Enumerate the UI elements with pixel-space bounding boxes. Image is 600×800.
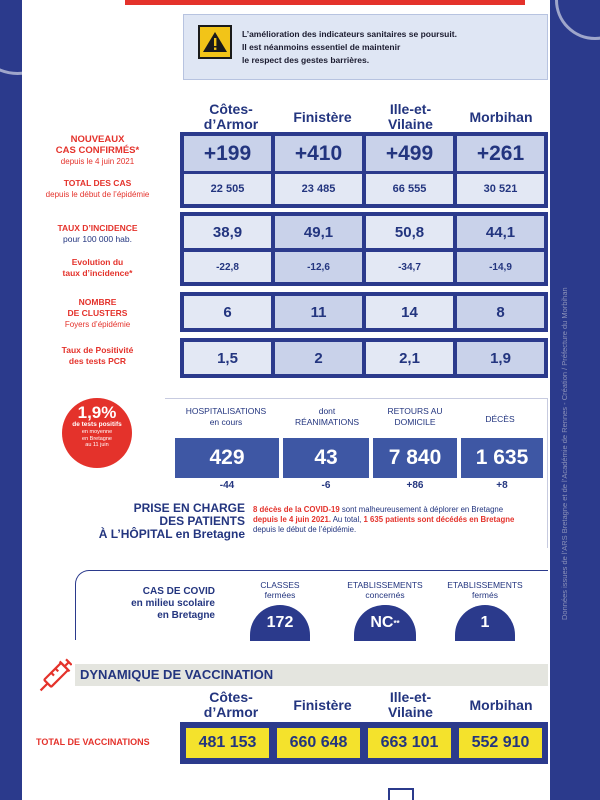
hosp-diff: +86 [406, 480, 424, 491]
label-positivite [15, 345, 180, 367]
label-line: DE CLUSTERS [67, 308, 128, 318]
cell-nouveaux: +499 [366, 136, 453, 171]
label-clusters [15, 297, 180, 330]
school-title-line: en Bretagne [157, 610, 215, 621]
school-title-line: en milieu scolaire [131, 598, 215, 609]
alert-line: le respect des gestes barrières. [242, 55, 370, 65]
alert-text [242, 28, 542, 67]
header-line: Côtes- [209, 689, 253, 705]
hosp-diff: +8 [496, 480, 508, 491]
cell-evolution: -14,9 [457, 252, 544, 282]
hosp-value-hospitalisations: 429 [175, 438, 279, 478]
alert-line: L’amélioration des indicateurs sanitaires se poursuit. [242, 29, 457, 39]
label-line: Evolution du [71, 257, 124, 267]
cell-evolution: -34,7 [366, 252, 453, 282]
school-header-fermes [435, 580, 535, 600]
cell-positivite: 1,5 [184, 342, 271, 374]
header-line: Ille-et- [389, 689, 432, 705]
header-ille-et-vilaine [368, 102, 453, 132]
school-value-sup: ** [393, 618, 400, 628]
syringe-icon [36, 654, 72, 700]
vacc-header-ille-et-vilaine [368, 690, 453, 720]
cell-evolution: -22,8 [184, 252, 271, 282]
hospital-title-line: PRISE EN CHARGE [133, 501, 245, 515]
positivity-line: au 11 juin [85, 442, 109, 448]
note-part: 8 décès de la COVID-19 [253, 505, 340, 514]
school-header-line: fermés [472, 590, 498, 600]
hosp-header-line: HOSPITALISATIONS [185, 406, 267, 416]
header-finistere [280, 110, 365, 125]
header-line: Finistère [293, 109, 352, 125]
label-sub: depuis le début de l’épidémie [45, 190, 150, 199]
hosp-header-line: dont [318, 406, 336, 416]
hosp-header-retours [372, 406, 458, 428]
cell-nouveaux: +261 [457, 136, 544, 171]
hosp-header-line: RÉANIMATIONS [294, 417, 360, 427]
header-line: d’Armor [203, 704, 259, 720]
hosp-header-line: DOMICILE [394, 417, 436, 427]
hospital-note [253, 505, 543, 535]
vacc-cell: 660 648 [275, 726, 362, 760]
school-title-line: CAS DE COVID [142, 586, 215, 597]
hosp-header-line: DÉCÈS [485, 414, 515, 424]
label-sub: Foyers d’épidémie [64, 320, 131, 329]
label-nouveaux-cas [15, 134, 180, 167]
school-header-line: ETABLISSEMENTS [447, 580, 523, 590]
school-value: 1 [480, 614, 490, 631]
hosp-diff: -44 [219, 480, 235, 491]
warning-icon [198, 25, 232, 59]
hosp-header-hospitalisations [172, 406, 280, 428]
positivity-pct: 1,9% [77, 403, 117, 422]
label-line: NOUVEAUX [70, 134, 125, 145]
school-header-line: concernés [365, 590, 405, 600]
cell-clusters: 8 [457, 296, 544, 328]
label-line: des tests PCR [68, 356, 127, 366]
vacc-cell: 663 101 [366, 726, 453, 760]
vacc-cell: 481 153 [184, 726, 271, 760]
vacc-header-cotes-darmor [185, 690, 277, 720]
header-line: Vilaine [388, 704, 433, 720]
label-line: TAUX D’INCIDENCE [57, 223, 138, 233]
cell-total: 23 485 [275, 174, 362, 204]
positivity-line: en moyenne [81, 429, 113, 435]
cell-nouveaux: +199 [184, 136, 271, 171]
note-part: depuis le 4 juin 2021. [253, 515, 331, 524]
vacc-header-morbihan [456, 698, 546, 713]
note-part: Au total, [331, 515, 364, 524]
hospital-title-line: DES PATIENTS [159, 514, 245, 528]
header-morbihan [456, 110, 546, 125]
alert-box [183, 14, 548, 80]
cell-incidence: 44,1 [457, 216, 544, 248]
label-sub: depuis le 4 juin 2021 [60, 157, 135, 166]
cell-total: 66 555 [366, 174, 453, 204]
cell-clusters: 14 [366, 296, 453, 328]
label-line: NOMBRE [78, 297, 117, 307]
positivity-line: en Bretagne [82, 435, 112, 442]
hospital-title [80, 502, 245, 541]
cell-incidence: 38,9 [184, 216, 271, 248]
label-sub: pour 100 000 hab. [62, 234, 132, 244]
alert-line: Il est néanmoins essentiel de maintenir [242, 42, 401, 52]
positivity-line: de tests positifs [72, 421, 122, 428]
hosp-value-reanimations: 43 [283, 438, 369, 478]
cell-total: 22 505 [184, 174, 271, 204]
hosp-header-line: en cours [209, 417, 243, 427]
header-cotes-darmor [185, 102, 277, 132]
vacc-cell: 552 910 [457, 726, 544, 760]
school-header-concernes [335, 580, 435, 600]
header-line: Côtes- [209, 101, 253, 117]
hosp-header-line: RETOURS AU [387, 406, 443, 416]
cell-total: 30 521 [457, 174, 544, 204]
positivity-badge [62, 398, 132, 468]
hosp-value-deces: 1 635 [461, 438, 543, 478]
cell-positivite: 2 [275, 342, 362, 374]
school-header-classes [240, 580, 320, 600]
note-part: depuis le début de l’épidémie. [253, 525, 357, 534]
cell-incidence: 50,8 [366, 216, 453, 248]
cell-clusters: 6 [184, 296, 271, 328]
note-part: 1 635 patients sont décédés en Bretagne [363, 515, 515, 524]
label-evolution [15, 257, 180, 279]
school-header-line: CLASSES [260, 580, 300, 590]
cell-positivite: 1,9 [457, 342, 544, 374]
school-header-line: ETABLISSEMENTS [347, 580, 423, 590]
school-title [95, 586, 215, 622]
label-line: Taux de Positivité [61, 345, 134, 355]
cell-evolution: -12,6 [275, 252, 362, 282]
school-header-line: fermées [264, 590, 296, 600]
hosp-header-reanimations [282, 406, 372, 428]
school-value: NC [370, 614, 394, 631]
label-line: taux d’incidence* [62, 268, 133, 278]
hospital-title-line: À L’HÔPITAL en Bretagne [98, 527, 245, 541]
note-part: sont malheureusement à déplorer en Bretagne [339, 505, 504, 514]
top-red-bar [125, 0, 525, 5]
source-credit: Données issues de l’ARS Bretagne et de l’Académie de Rennes - Création / Préfecture du Morbihan [560, 287, 569, 620]
header-line: Morbihan [469, 697, 533, 713]
cell-incidence: 49,1 [275, 216, 362, 248]
label-line: CAS CONFIRMÉS* [55, 145, 140, 156]
header-line: Morbihan [469, 109, 533, 125]
hosp-value-retours: 7 840 [373, 438, 457, 478]
header-line: Finistère [293, 697, 352, 713]
label-taux-incidence [15, 223, 180, 245]
vaccination-title: DYNAMIQUE DE VACCINATION [80, 667, 274, 682]
vaccination-row-label: TOTAL DE VACCINATIONS [36, 737, 150, 747]
hosp-header-deces [460, 414, 540, 425]
cell-nouveaux: +410 [275, 136, 362, 171]
school-value: 172 [266, 614, 294, 631]
cell-clusters: 11 [275, 296, 362, 328]
header-line: d’Armor [203, 116, 259, 132]
cell-positivite: 2,1 [366, 342, 453, 374]
header-line: Vilaine [388, 116, 433, 132]
label-total-cas [15, 178, 180, 200]
label-line: TOTAL DES CAS [63, 178, 132, 188]
logo-mark [388, 788, 414, 800]
vacc-header-finistere [280, 698, 365, 713]
hosp-diff: -6 [321, 480, 331, 491]
header-line: Ille-et- [389, 101, 432, 117]
